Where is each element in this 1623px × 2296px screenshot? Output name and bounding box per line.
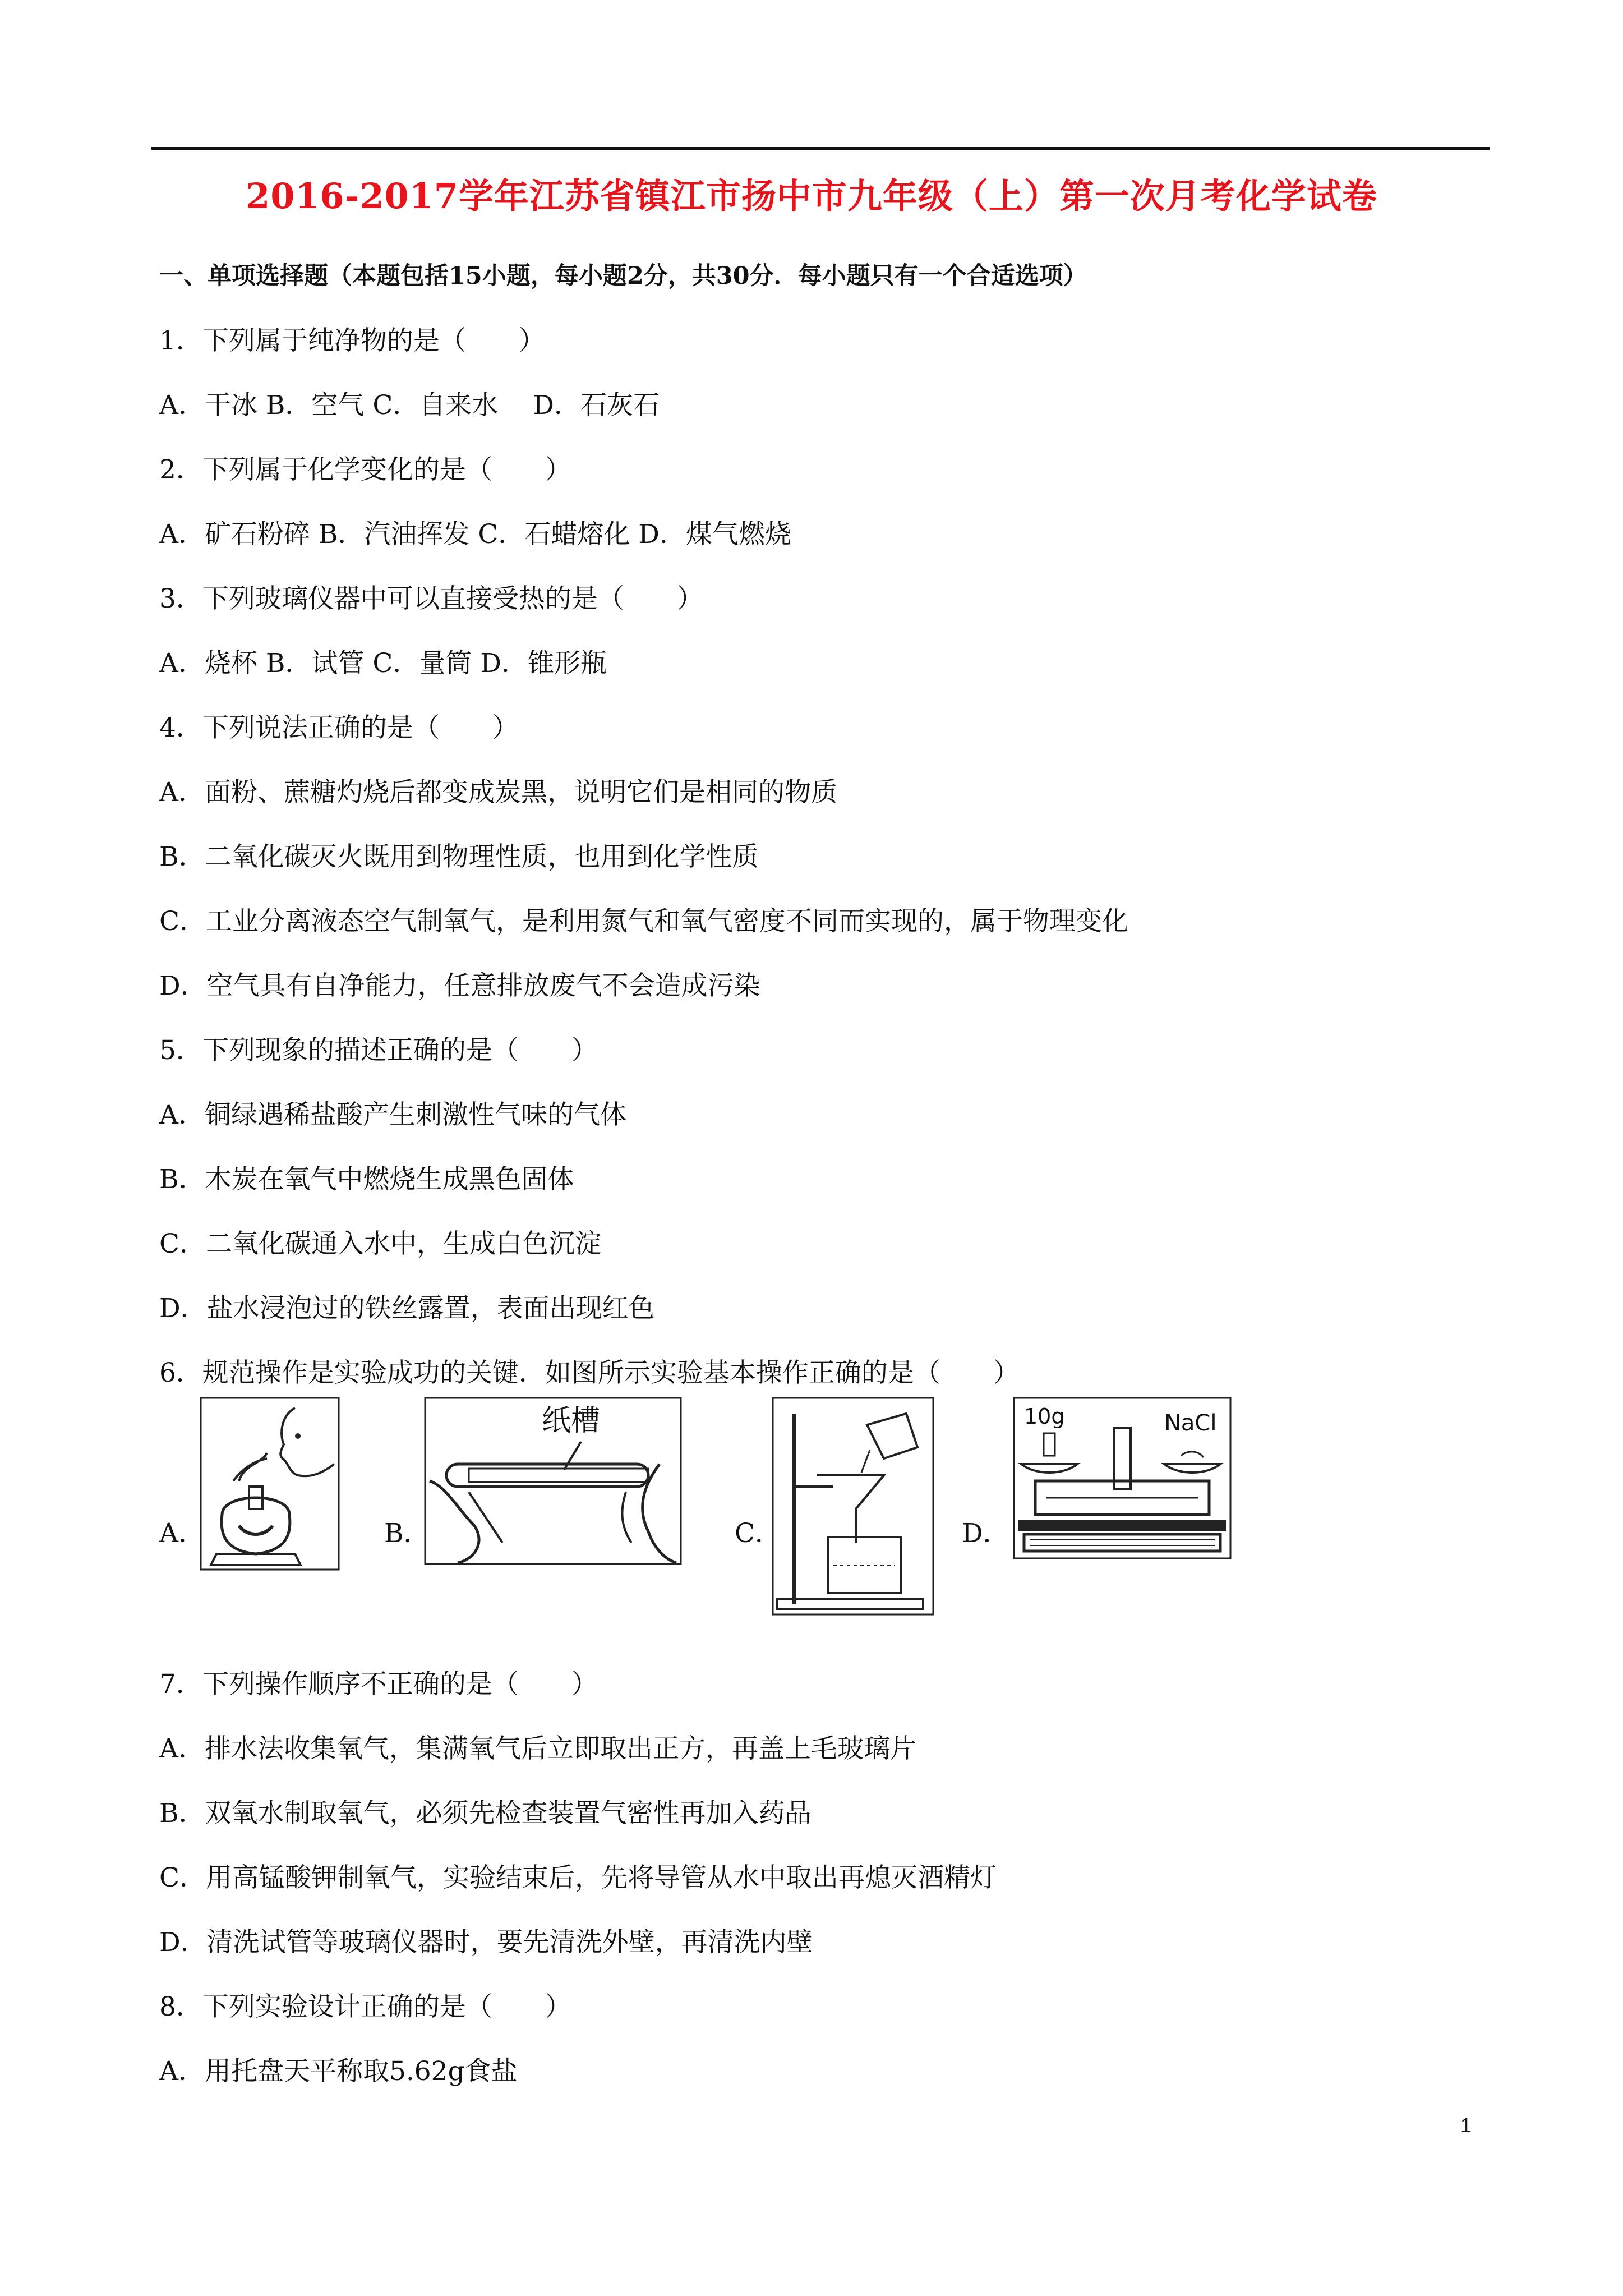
question-line: 7．下列操作顺序不正确的是（ ）: [159, 1669, 598, 1700]
question-line: 1．下列属于纯净物的是（ ）: [159, 325, 545, 356]
question-line: 6．规范操作是实验成功的关键．如图所示实验基本操作正确的是（ ）: [159, 1358, 1020, 1388]
option-line: B．木炭在氧气中燃烧生成黑色固体: [159, 1164, 574, 1195]
figure-d-label: D．: [962, 1518, 1009, 1549]
option-line: D．空气具有自净能力，任意排放废气不会造成污染: [159, 970, 760, 1001]
option-line: D．盐水浸泡过的铁丝露置，表面出现红色: [159, 1293, 655, 1324]
option-line: C．二氧化碳通入水中，生成白色沉淀: [159, 1228, 601, 1259]
filtration-figure: [772, 1397, 934, 1616]
question-line: 8．下列实验设计正确的是（ ）: [159, 1991, 571, 2022]
option-line: A．面粉、蔗糖灼烧后都变成炭黑，说明它们是相同的物质: [159, 777, 837, 808]
option-line: C．工业分离液态空气制氧气，是利用氮气和氧气密度不同而实现的，属于物理变化: [159, 906, 1128, 937]
question-line: 3．下列玻璃仪器中可以直接受热的是（ ）: [159, 583, 703, 614]
section-heading: 一、单项选择题（本题包括15小题，每小题2分，共30分．每小题只有一个合适选项）: [159, 262, 1087, 290]
question-line: 4．下列说法正确的是（ ）: [159, 712, 519, 743]
exam-title: 2016-2017学年江苏省镇江市扬中市九年级（上）第一次月考化学试卷: [246, 176, 1377, 217]
alcohol-lamp-figure: [200, 1397, 340, 1571]
option-line: A．铜绿遇稀盐酸产生刺激性气味的气体: [159, 1099, 626, 1130]
question-line: 2．下列属于化学变化的是（ ）: [159, 454, 571, 485]
option-line: A．矿石粉碎 B．汽油挥发 C．石蜡熔化 D．煤气燃烧: [159, 519, 791, 550]
test-tube-paper-trough-figure: [424, 1397, 682, 1565]
option-line: A．用托盘天平称取5.62g食盐: [159, 2056, 518, 2087]
figure-a-label: A．: [159, 1518, 205, 1549]
question-6-figures: [151, 1397, 1497, 1638]
figure-d-salt-label: NaCl: [1164, 1410, 1217, 1436]
figure-c-label: C．: [735, 1518, 781, 1549]
figure-b-label: B．: [384, 1518, 430, 1549]
figure-b-caption: 纸槽: [542, 1404, 601, 1438]
figure-d-weight-label: 10g: [1024, 1404, 1065, 1429]
option-line: C．用高锰酸钾制氧气，实验结束后，先将导管从水中取出再熄灭酒精灯: [159, 1862, 997, 1893]
option-line: A．排水法收集氧气，集满氧气后立即取出正方，再盖上毛玻璃片: [159, 1733, 916, 1764]
balance-scale-figure: [1013, 1397, 1232, 1559]
question-line: 5．下列现象的描述正确的是（ ）: [159, 1035, 598, 1066]
option-line: A．烧杯 B．试管 C．量筒 D．锥形瓶: [159, 648, 607, 679]
option-line: A．干冰 B．空气 C．自来水 D．石灰石: [159, 390, 660, 421]
option-line: B．二氧化碳灭火既用到物理性质，也用到化学性质: [159, 841, 759, 872]
option-line: D．清洗试管等玻璃仪器时，要先清洗外壁，再清洗内壁: [159, 1927, 813, 1958]
option-line: B．双氧水制取氧气，必须先检查装置气密性再加入药品: [159, 1798, 811, 1829]
header-rule: [151, 147, 1490, 150]
page-number: 1: [1460, 2114, 1472, 2137]
